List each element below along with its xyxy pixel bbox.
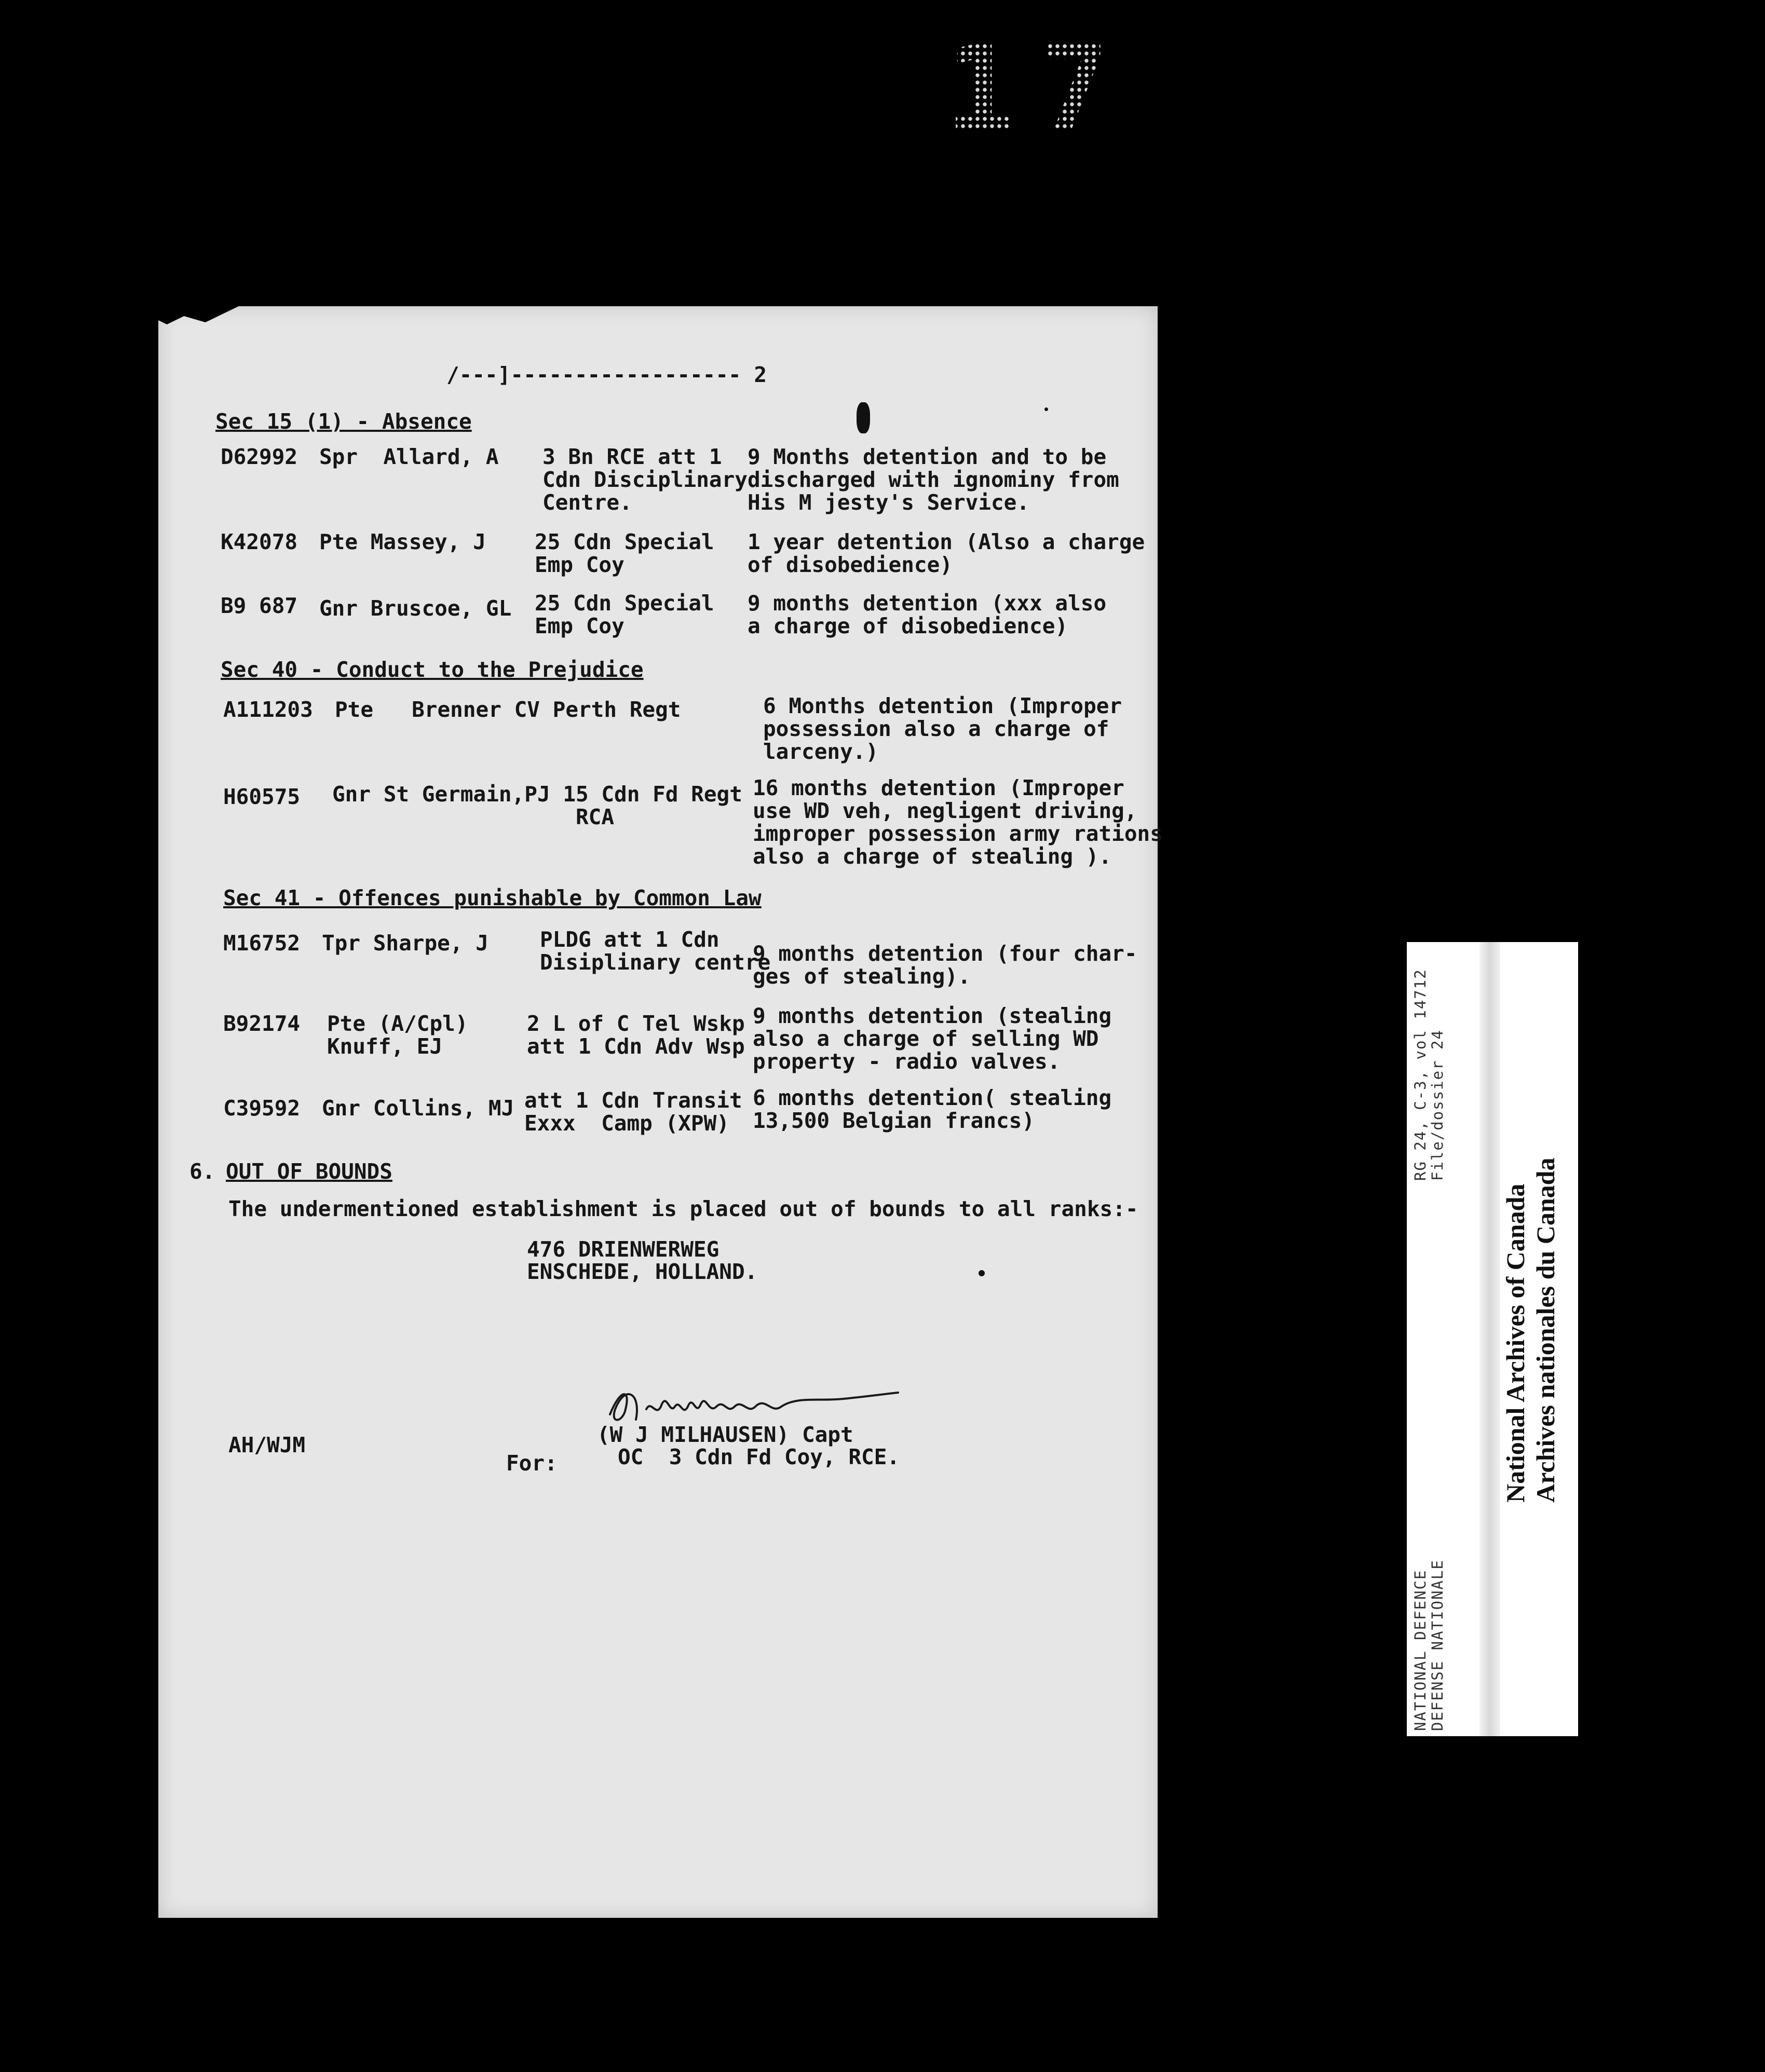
entry-number: A111203 bbox=[223, 697, 313, 722]
section-heading: OUT OF BOUNDS bbox=[226, 1159, 392, 1184]
entry-number: C39592 bbox=[223, 1096, 301, 1121]
label-archives-fr: Archives nationales du Canada bbox=[1531, 1157, 1560, 1503]
label-dept-fr: DEFENSE NATIONALE bbox=[1429, 1559, 1446, 1731]
entry-name: Pte Massey, J bbox=[319, 529, 486, 554]
entry-name: Tpr Sharpe, J bbox=[322, 931, 488, 956]
entry-sentence: 9 months detention (four char- ges of stealing). bbox=[753, 941, 1137, 989]
ink-speck bbox=[979, 1270, 985, 1276]
label-fold bbox=[1479, 942, 1500, 1736]
section-heading: Sec 41 - Offences punishable by Common Law bbox=[223, 885, 762, 910]
ink-speck bbox=[1044, 407, 1048, 411]
entry-sentence: 9 months detention (xxx also a charge of disobedience) bbox=[748, 591, 1107, 638]
entry-name: Gnr Bruscoe, GL bbox=[319, 596, 512, 621]
entry-name: Spr Allard, A bbox=[319, 444, 499, 469]
entry-name: Gnr Collins, MJ bbox=[322, 1096, 514, 1121]
entry-sentence: 9 months detention (stealing also a charge of selling WD property - radio valves. bbox=[753, 1003, 1112, 1074]
entry-sentence: 1 year detention (Also a charge of disobedience) bbox=[748, 529, 1145, 577]
entry-number: K42078 bbox=[221, 529, 298, 554]
entry-sentence: 6 months detention( stealing 13,500 Belgian francs) bbox=[753, 1085, 1112, 1133]
out-of-bounds-text: The undermentioned establishment is placed out of bounds to all ranks:- bbox=[228, 1196, 1138, 1221]
label-reference: RG 24, C-3, vol 14712 bbox=[1411, 969, 1429, 1181]
entry-unit: 25 Cdn Special Emp Coy bbox=[535, 529, 714, 577]
entry-sentence: 9 Months detention and to be discharged with ignominy from His M jesty's Service. bbox=[748, 444, 1119, 515]
entry-number: D62992 bbox=[221, 444, 298, 469]
signatory-title: OC 3 Cdn Fd Coy, RCE. bbox=[618, 1444, 900, 1469]
entry-name: Gnr St Germain,PJ 15 Cdn Fd Regt RCA bbox=[332, 782, 742, 829]
address-line: ENSCHEDE, HOLLAND. bbox=[527, 1259, 758, 1284]
entry-sentence: 6 Months detention (Improper possession also a charge of larceny.) bbox=[763, 693, 1122, 764]
entry-number: M16752 bbox=[223, 931, 301, 956]
section-heading: Sec 40 - Conduct to the Prejudice bbox=[221, 657, 644, 682]
label-dept-en: NATIONAL DEFENCE bbox=[1411, 1569, 1429, 1731]
entry-unit: PLDG att 1 Cdn Disiplinary centre bbox=[540, 927, 771, 975]
entry-unit: 25 Cdn Special Emp Coy bbox=[535, 591, 714, 638]
entry-name: Pte (A/Cpl) Knuff, EJ bbox=[327, 1011, 468, 1059]
section-heading: Sec 15 (1) - Absence bbox=[215, 409, 472, 434]
ink-mark bbox=[857, 402, 870, 433]
entry-number: B92174 bbox=[223, 1011, 301, 1036]
entry-unit: att 1 Cdn Transit Exxx Camp (XPW) bbox=[524, 1088, 742, 1136]
frame-number: 17 bbox=[945, 21, 1130, 159]
label-archives-en: National Archives of Canada bbox=[1501, 1183, 1530, 1503]
for-label: For: bbox=[506, 1451, 558, 1476]
entry-number: B9 687 bbox=[221, 593, 298, 618]
entry-unit: 2 L of C Tel Wskp att 1 Cdn Adv Wsp bbox=[527, 1011, 745, 1059]
page-header: /---]------------------ 2 bbox=[446, 362, 767, 387]
address-line: 476 DRIENWERWEG bbox=[527, 1237, 719, 1262]
label-file: File/dossier 24 bbox=[1429, 1029, 1446, 1181]
signatory-name: (W J MILHAUSEN) Capt bbox=[597, 1422, 853, 1447]
entry-number: H60575 bbox=[223, 784, 301, 809]
entry-sentence: 16 months detention (Improper use WD veh, negligent driving, improper possession army rations also a charge of stealing ). bbox=[753, 775, 1163, 869]
archive-label bbox=[1407, 942, 1578, 1736]
entry-unit: 3 Bn RCE att 1 Cdn Disciplinary Centre. bbox=[542, 444, 748, 515]
paragraph-number: 6. bbox=[189, 1159, 215, 1184]
entry-name: Pte Brenner CV Perth Regt bbox=[335, 697, 681, 722]
reference-initials: AH/WJM bbox=[228, 1433, 306, 1457]
